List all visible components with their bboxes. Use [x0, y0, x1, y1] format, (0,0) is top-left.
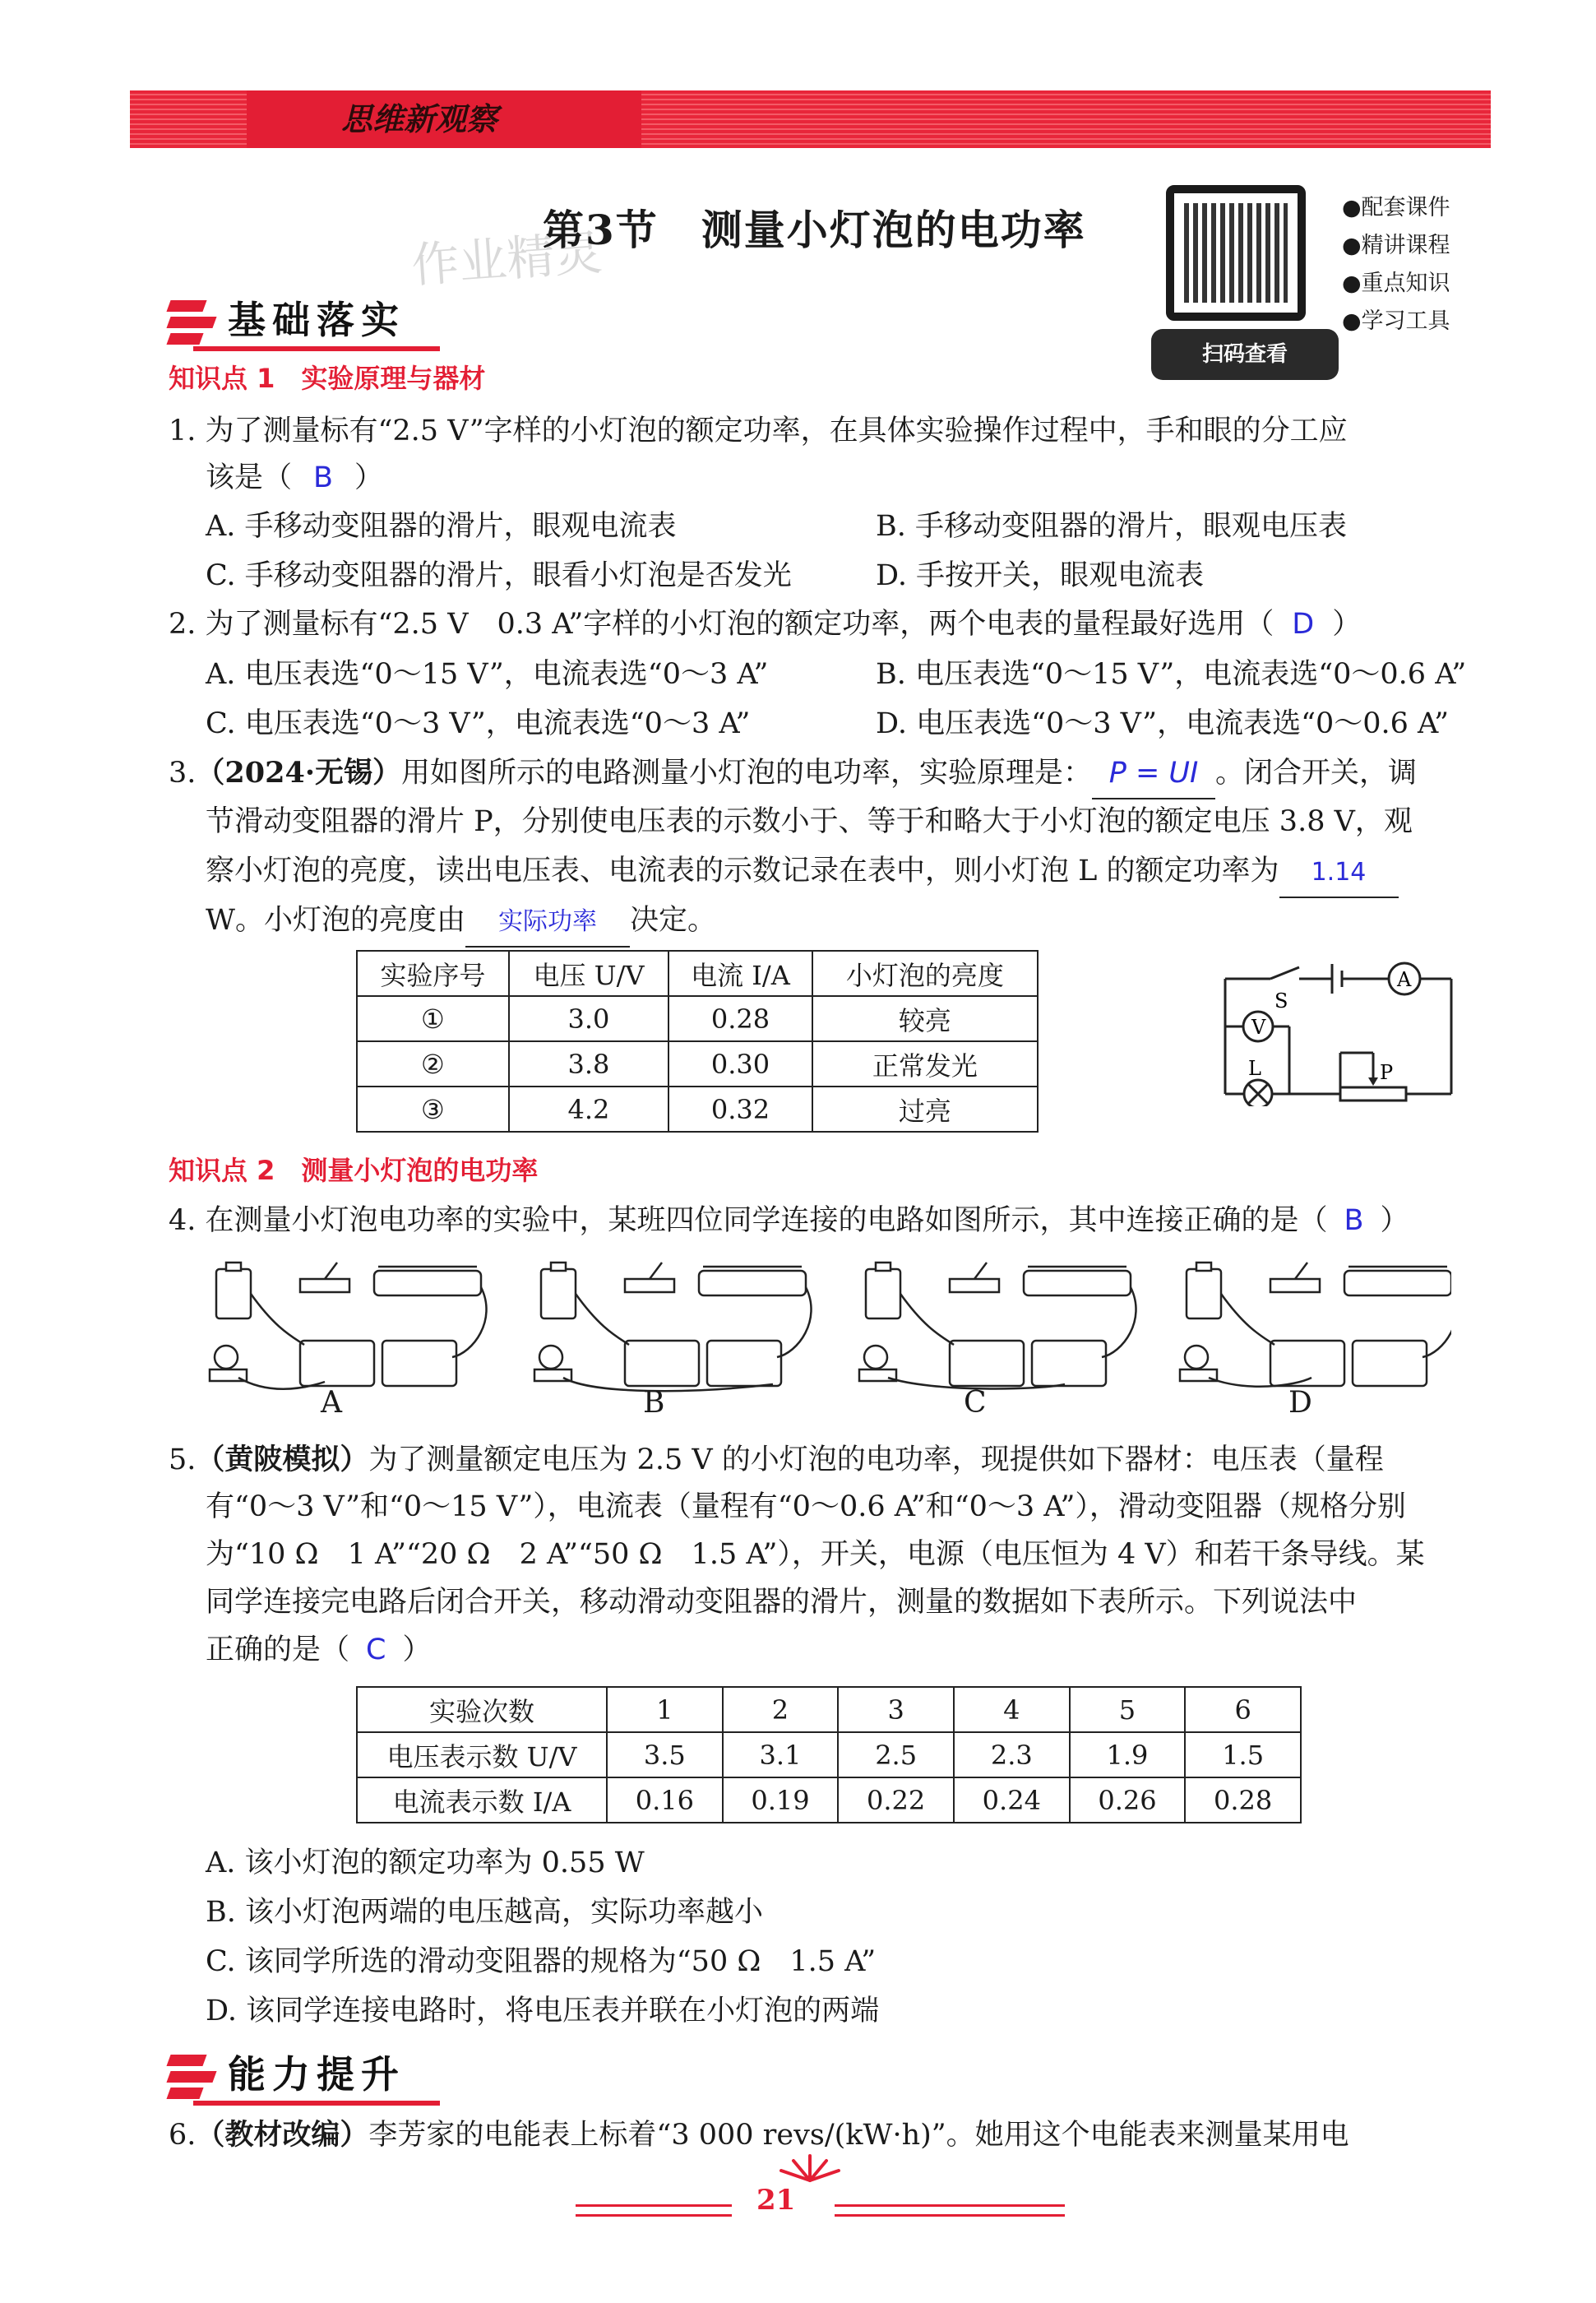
section-bars-icon — [169, 295, 216, 345]
q5-answer: C — [366, 1633, 386, 1666]
footer-line-right — [835, 2204, 1065, 2207]
q4-answer: B — [1344, 1204, 1364, 1237]
q2-stem: 2. 为了测量标有“2.5 V 0.3 A”字样的小灯泡的额定功率，两个电表的量程最好选用（ D ） — [169, 608, 1362, 641]
table-cell: 过亮 — [812, 1087, 1038, 1132]
section-advanced-heading — [169, 2046, 448, 2102]
table-cell: ② — [357, 1041, 509, 1087]
qr-feature-item: ●学习工具 — [1342, 308, 1450, 334]
table-cell: 4 — [954, 1687, 1070, 1732]
table-cell: 4.2 — [509, 1087, 669, 1132]
qr-feature-item: ●精讲课程 — [1342, 233, 1450, 258]
q5-option-b: B. 该小灯泡两端的电压越高，实际功率越小 — [206, 1896, 763, 1929]
table-cell: 3.1 — [723, 1732, 839, 1777]
q1-stem-line2: 该是（ B ） — [206, 461, 384, 494]
qr-pattern-icon — [1184, 203, 1288, 303]
section-title: 基础落实 — [228, 298, 405, 342]
qr-feature-item: ●配套课件 — [1342, 195, 1450, 220]
qr-feature-item: ●重点知识 — [1342, 271, 1450, 296]
qr-feature-list — [1342, 189, 1450, 341]
footer-sunburst-icon — [773, 2151, 847, 2184]
table-cell: 实验次数 — [357, 1687, 607, 1732]
table-cell: 电流表示数 I/A — [357, 1777, 607, 1823]
q4-label-b: B — [643, 1386, 665, 1420]
table-cell: 较亮 — [812, 996, 1038, 1041]
watermark: 作业精灵 — [409, 224, 604, 294]
q5-line5: 正确的是（ C ） — [206, 1633, 432, 1666]
table-cell: 0.24 — [954, 1777, 1070, 1823]
table-cell: 0.16 — [607, 1777, 723, 1823]
table-cell: 0.26 — [1070, 1777, 1186, 1823]
knowledge-point-2: 知识点 2 测量小灯泡的电功率 — [169, 1155, 539, 1186]
q1-option-b: B. 手移动变阻器的滑片，眼观电压表 — [876, 510, 1347, 543]
table-cell: 3.0 — [509, 996, 669, 1041]
table-cell: 0.32 — [668, 1087, 812, 1132]
circuit-label-s: S — [1274, 989, 1288, 1012]
table-cell: 电压表示数 U/V — [357, 1732, 607, 1777]
section-title: 能力提升 — [228, 2052, 405, 2097]
q3-line4: W。小灯泡的亮度由 实际功率 决定。 — [206, 897, 716, 948]
footer-line-left — [576, 2204, 732, 2207]
header-label: 思维新观察 — [247, 90, 641, 148]
table-cell: 2.5 — [838, 1732, 954, 1777]
q2-option-b: B. 电压表选“0～15 V”，电流表选“0～0.6 A” — [876, 658, 1467, 691]
q1-stem-line1: 1. 为了测量标有“2.5 V”字样的小灯泡的额定功率，在具体实验操作过程中，手和眼的分工应 — [169, 415, 1348, 447]
table-cell: 3.5 — [607, 1732, 723, 1777]
q4-apparatus-figures — [201, 1254, 1451, 1394]
q5-data-table — [356, 1686, 1302, 1823]
footer-line-left-2 — [576, 2214, 732, 2217]
q4-label-a: A — [321, 1386, 342, 1420]
table-cell: 0.30 — [668, 1041, 812, 1087]
q5-line4: 同学连接完电路后闭合开关，移动滑动变阻器的滑片，测量的数据如下表所示。下列说法中 — [206, 1586, 1358, 1619]
table-cell: 3 — [838, 1687, 954, 1732]
q1-option-a: A. 手移动变阻器的滑片，眼观电流表 — [206, 510, 677, 543]
page-number: 21 — [756, 2184, 796, 2217]
knowledge-point-1: 知识点 1 实验原理与器材 — [169, 363, 486, 394]
footer-line-right-2 — [835, 2214, 1065, 2217]
q3-line3: 察小灯泡的亮度，读出电压表、电流表的示数记录在表中，则小灯泡 L 的额定功率为 1.14 — [206, 847, 1399, 898]
table-cell: 6 — [1185, 1687, 1301, 1732]
circuit-label-v: V — [1251, 1016, 1266, 1039]
q2-option-c: C. 电压表选“0～3 V”，电流表选“0～3 A” — [206, 707, 751, 740]
q1-answer: B — [313, 461, 334, 494]
circuit-label-a: A — [1397, 968, 1412, 991]
q5-line3: 为“10 Ω 1 A”“20 Ω 2 A”“50 Ω 1.5 A”），开关，电源（电压恒为 4 V）和若干条导线。某 — [206, 1538, 1425, 1571]
table-header: 实验序号 — [357, 951, 509, 996]
q3-circuit-diagram — [1217, 946, 1464, 1106]
table-cell: 0.22 — [838, 1777, 954, 1823]
q3-line2: 节滑动变阻器的滑片 P，分别使电压表的示数小于、等于和略大于小灯泡的额定电压 3.8 V，观 — [206, 805, 1413, 838]
q1-option-d: D. 手按开关，眼观电流表 — [876, 559, 1205, 592]
table-header: 小灯泡的亮度 — [812, 951, 1038, 996]
q4-apparatus-drawings — [201, 1254, 1451, 1394]
scan-button[interactable]: 扫码查看 — [1151, 329, 1339, 380]
table-cell: 5 — [1070, 1687, 1186, 1732]
q4-stem: 4. 在测量小灯泡电功率的实验中，某班四位同学连接的电路如图所示，其中连接正确的是（ B ） — [169, 1204, 1409, 1237]
table-cell: 1 — [607, 1687, 723, 1732]
table-header: 电压 U/V — [509, 951, 669, 996]
q2-option-a: A. 电压表选“0～15 V”，电流表选“0～3 A” — [206, 658, 769, 691]
qr-code[interactable] — [1166, 185, 1306, 321]
table-header: 电流 I/A — [668, 951, 812, 996]
table-cell: ① — [357, 996, 509, 1041]
table-cell: 0.28 — [668, 996, 812, 1041]
q4-label-d: D — [1288, 1386, 1312, 1420]
section-basic-heading — [169, 292, 448, 348]
q1-option-c: C. 手移动变阻器的滑片，眼看小灯泡是否发光 — [206, 559, 792, 592]
table-cell: ③ — [357, 1087, 509, 1132]
page-title: 第3节 测量小灯泡的电功率 — [543, 206, 1086, 254]
section-bars-icon — [169, 2050, 216, 2099]
q5-option-a: A. 该小灯泡的额定功率为 0.55 W — [206, 1847, 645, 1879]
circuit-label-p: P — [1380, 1061, 1394, 1084]
table-cell: 0.28 — [1185, 1777, 1301, 1823]
q3-answer-principle: P = UI — [1092, 749, 1215, 799]
q5-line2: 有“0～3 V”和“0～15 V”），电流表（量程有“0～0.6 A”和“0～3 A”），滑动变阻器（规格分别 — [206, 1490, 1406, 1523]
table-cell: 3.8 — [509, 1041, 669, 1087]
q3-data-table — [356, 950, 1039, 1133]
q2-answer: D — [1292, 608, 1315, 641]
table-cell: 2.3 — [954, 1732, 1070, 1777]
q4-label-c: C — [964, 1386, 987, 1420]
table-cell: 1.5 — [1185, 1732, 1301, 1777]
table-cell: 0.19 — [723, 1777, 839, 1823]
q3-answer-brightness: 实际功率 — [465, 897, 630, 948]
table-cell: 正常发光 — [812, 1041, 1038, 1087]
circuit-label-l: L — [1248, 1057, 1261, 1080]
q5-line1: 5.（黄陂模拟）为了测量额定电压为 2.5 V 的小灯泡的电功率，现提供如下器材：电压表（量程 — [169, 1443, 1384, 1476]
q3-line1: 3.（2024·无锡）用如图所示的电路测量小灯泡的电功率，实验原理是： P = UI 。闭合开关，调 — [169, 748, 1460, 799]
q2-option-d: D. 电压表选“0～3 V”，电流表选“0～0.6 A” — [876, 707, 1450, 740]
q6-line1: 6.（教材改编）李芳家的电能表上标着“3 000 revs/(kW·h)”。她用这个电能表来测量某用电 — [169, 2118, 1349, 2152]
table-cell: 1.9 — [1070, 1732, 1186, 1777]
q3-answer-power: 1.14 — [1279, 848, 1399, 898]
table-cell: 2 — [723, 1687, 839, 1732]
q5-option-d: D. 该同学连接电路时，将电压表并联在小灯泡的两端 — [206, 1995, 880, 2027]
q5-option-c: C. 该同学所选的滑动变阻器的规格为“50 Ω 1.5 A” — [206, 1945, 877, 1978]
